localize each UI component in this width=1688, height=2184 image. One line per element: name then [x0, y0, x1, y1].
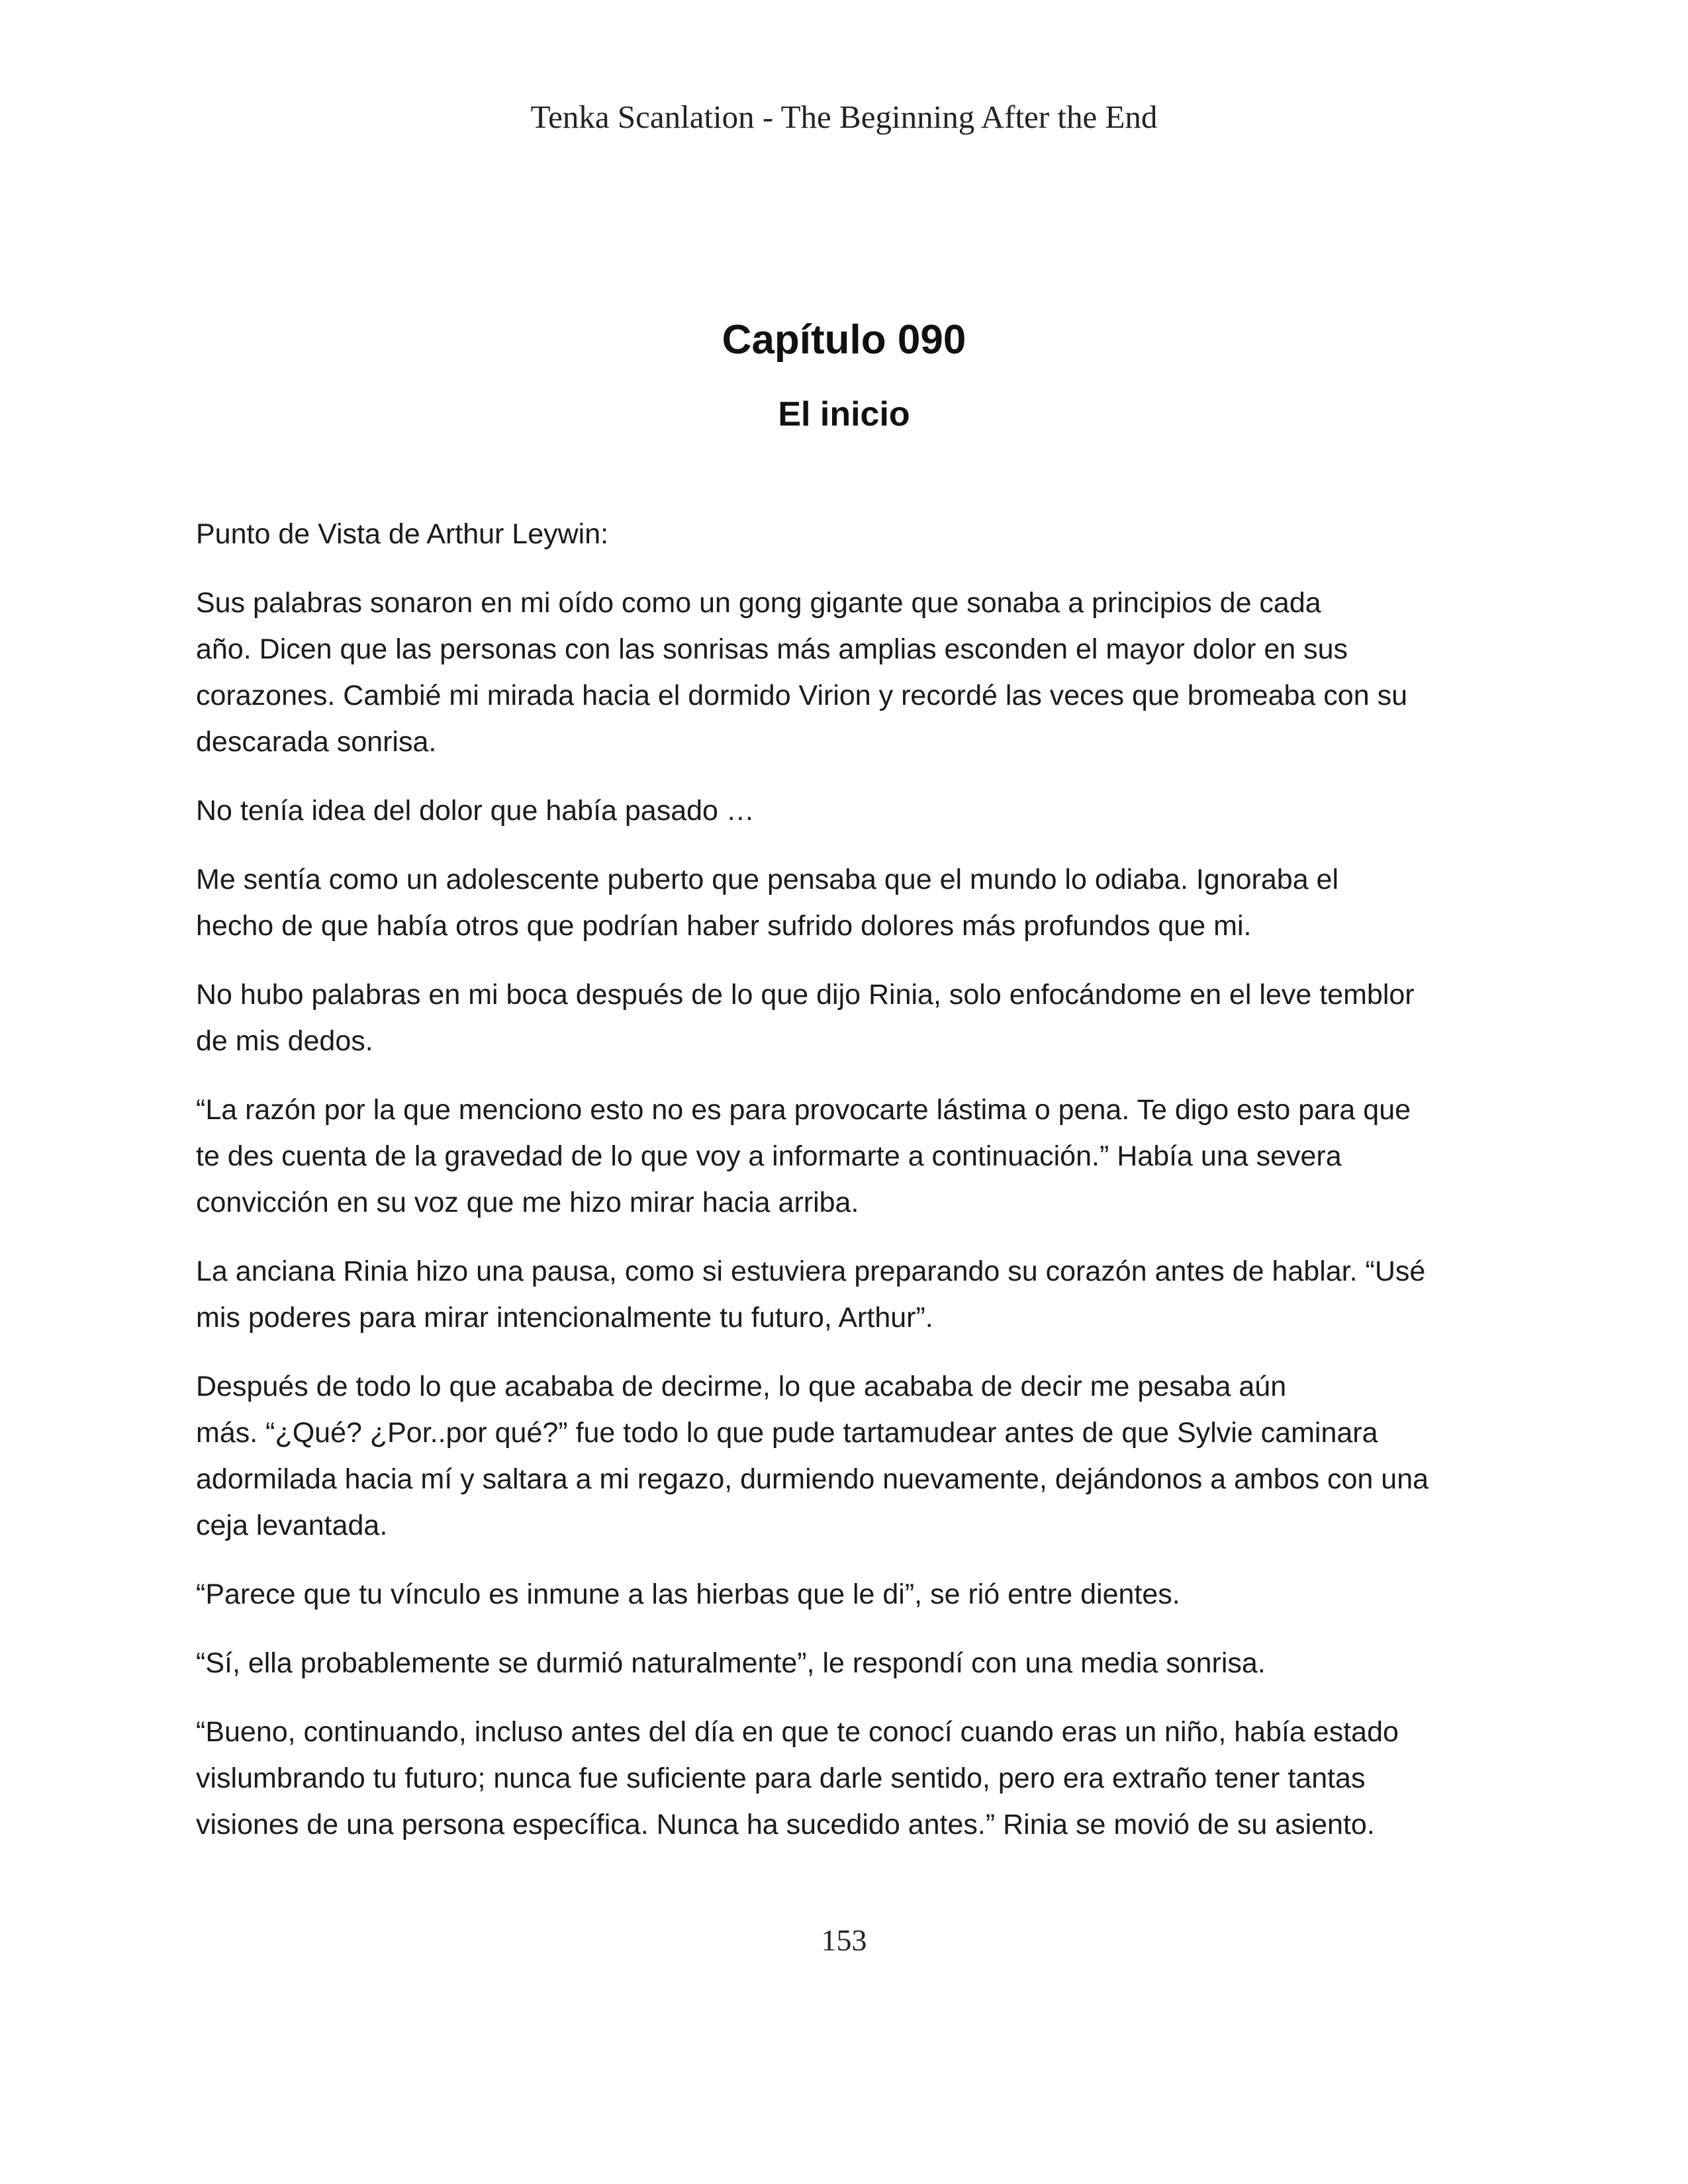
text-line: corazones. Cambié mi mirada hacia el dormido Virion y recordé las veces que bromeaba con su — [196, 680, 1407, 711]
text-line: Punto de Vista de Arthur Leywin: — [196, 518, 609, 550]
text-line: mis poderes para mirar intencionalmente tu futuro, Arthur”. — [196, 1302, 933, 1334]
text-line: Me sentía como un adolescente puberto que pensaba que el mundo lo odiaba. Ignoraba el — [196, 864, 1339, 895]
text-line: año. Dicen que las personas con las sonrisas más amplias esconden el mayor dolor en sus — [196, 633, 1348, 665]
paragraph — [196, 1087, 1503, 1226]
paragraph — [196, 1363, 1503, 1549]
chapter-subtitle: El inicio — [778, 395, 910, 433]
paragraph — [196, 788, 1503, 834]
chapter-title: Capítulo 090 — [722, 317, 966, 363]
paragraph — [196, 1709, 1503, 1848]
text-line: “La razón por la que menciono esto no es para provocarte lástima o pena. Te digo esto para que — [196, 1094, 1411, 1126]
text-line: hecho de que había otros que podrían haber sufrido dolores más profundos que mi. — [196, 910, 1252, 942]
paragraph — [196, 1248, 1503, 1341]
chapter-body — [196, 511, 1503, 1870]
text-line: adormilada hacia mí y saltara a mi regazo, durmiendo nuevamente, dejándonos a ambos con una — [196, 1463, 1429, 1495]
paragraph — [196, 580, 1503, 765]
text-line: más. “¿Qué? ¿Por..por qué?” fue todo lo que pude tartamudear antes de que Sylvie caminara — [196, 1417, 1378, 1449]
page-number: 153 — [821, 1923, 867, 1957]
text-line: La anciana Rinia hizo una pausa, como si estuviera preparando su corazón antes de hablar. “Usé — [196, 1255, 1426, 1287]
text-line: descarada sonrisa. — [196, 726, 437, 758]
text-line: visiones de una persona específica. Nunca ha sucedido antes.” Rinia se movió de su asiento. — [196, 1809, 1375, 1841]
text-line: No hubo palabras en mi boca después de lo que dijo Rinia, solo enfocándome en el leve temblor — [196, 979, 1415, 1011]
text-line: Después de todo lo que acababa de decirme, lo que acababa de decir me pesaba aún — [196, 1371, 1287, 1402]
paragraph-pov — [196, 511, 1503, 557]
text-line: ceja levantada. — [196, 1510, 388, 1541]
running-header: Tenka Scanlation - The Beginning After the End — [530, 99, 1158, 135]
paragraph — [196, 1640, 1503, 1686]
text-line: No tenía idea del dolor que había pasado … — [196, 795, 755, 827]
paragraph — [196, 972, 1503, 1064]
text-line: “Parece que tu vínculo es inmune a las hierbas que le di”, se rió entre dientes. — [196, 1578, 1180, 1610]
text-line: “Sí, ella probablemente se durmió naturalmente”, le respondí con una media sonrisa. — [196, 1647, 1266, 1679]
paragraph — [196, 856, 1503, 949]
paragraph — [196, 1571, 1503, 1617]
text-line: “Bueno, continuando, incluso antes del día en que te conocí cuando eras un niño, había estado — [196, 1716, 1399, 1748]
text-line: de mis dedos. — [196, 1025, 373, 1057]
text-line: te des cuenta de la gravedad de lo que voy a informarte a continuación.” Había una severa — [196, 1140, 1342, 1172]
text-line: vislumbrando tu futuro; nunca fue suficiente para darle sentido, pero era extraño tener tantas — [196, 1762, 1366, 1794]
text-line: convicción en su voz que me hizo mirar hacia arriba. — [196, 1187, 859, 1218]
text-line: Sus palabras sonaron en mi oído como un gong gigante que sonaba a principios de cada — [196, 587, 1321, 619]
